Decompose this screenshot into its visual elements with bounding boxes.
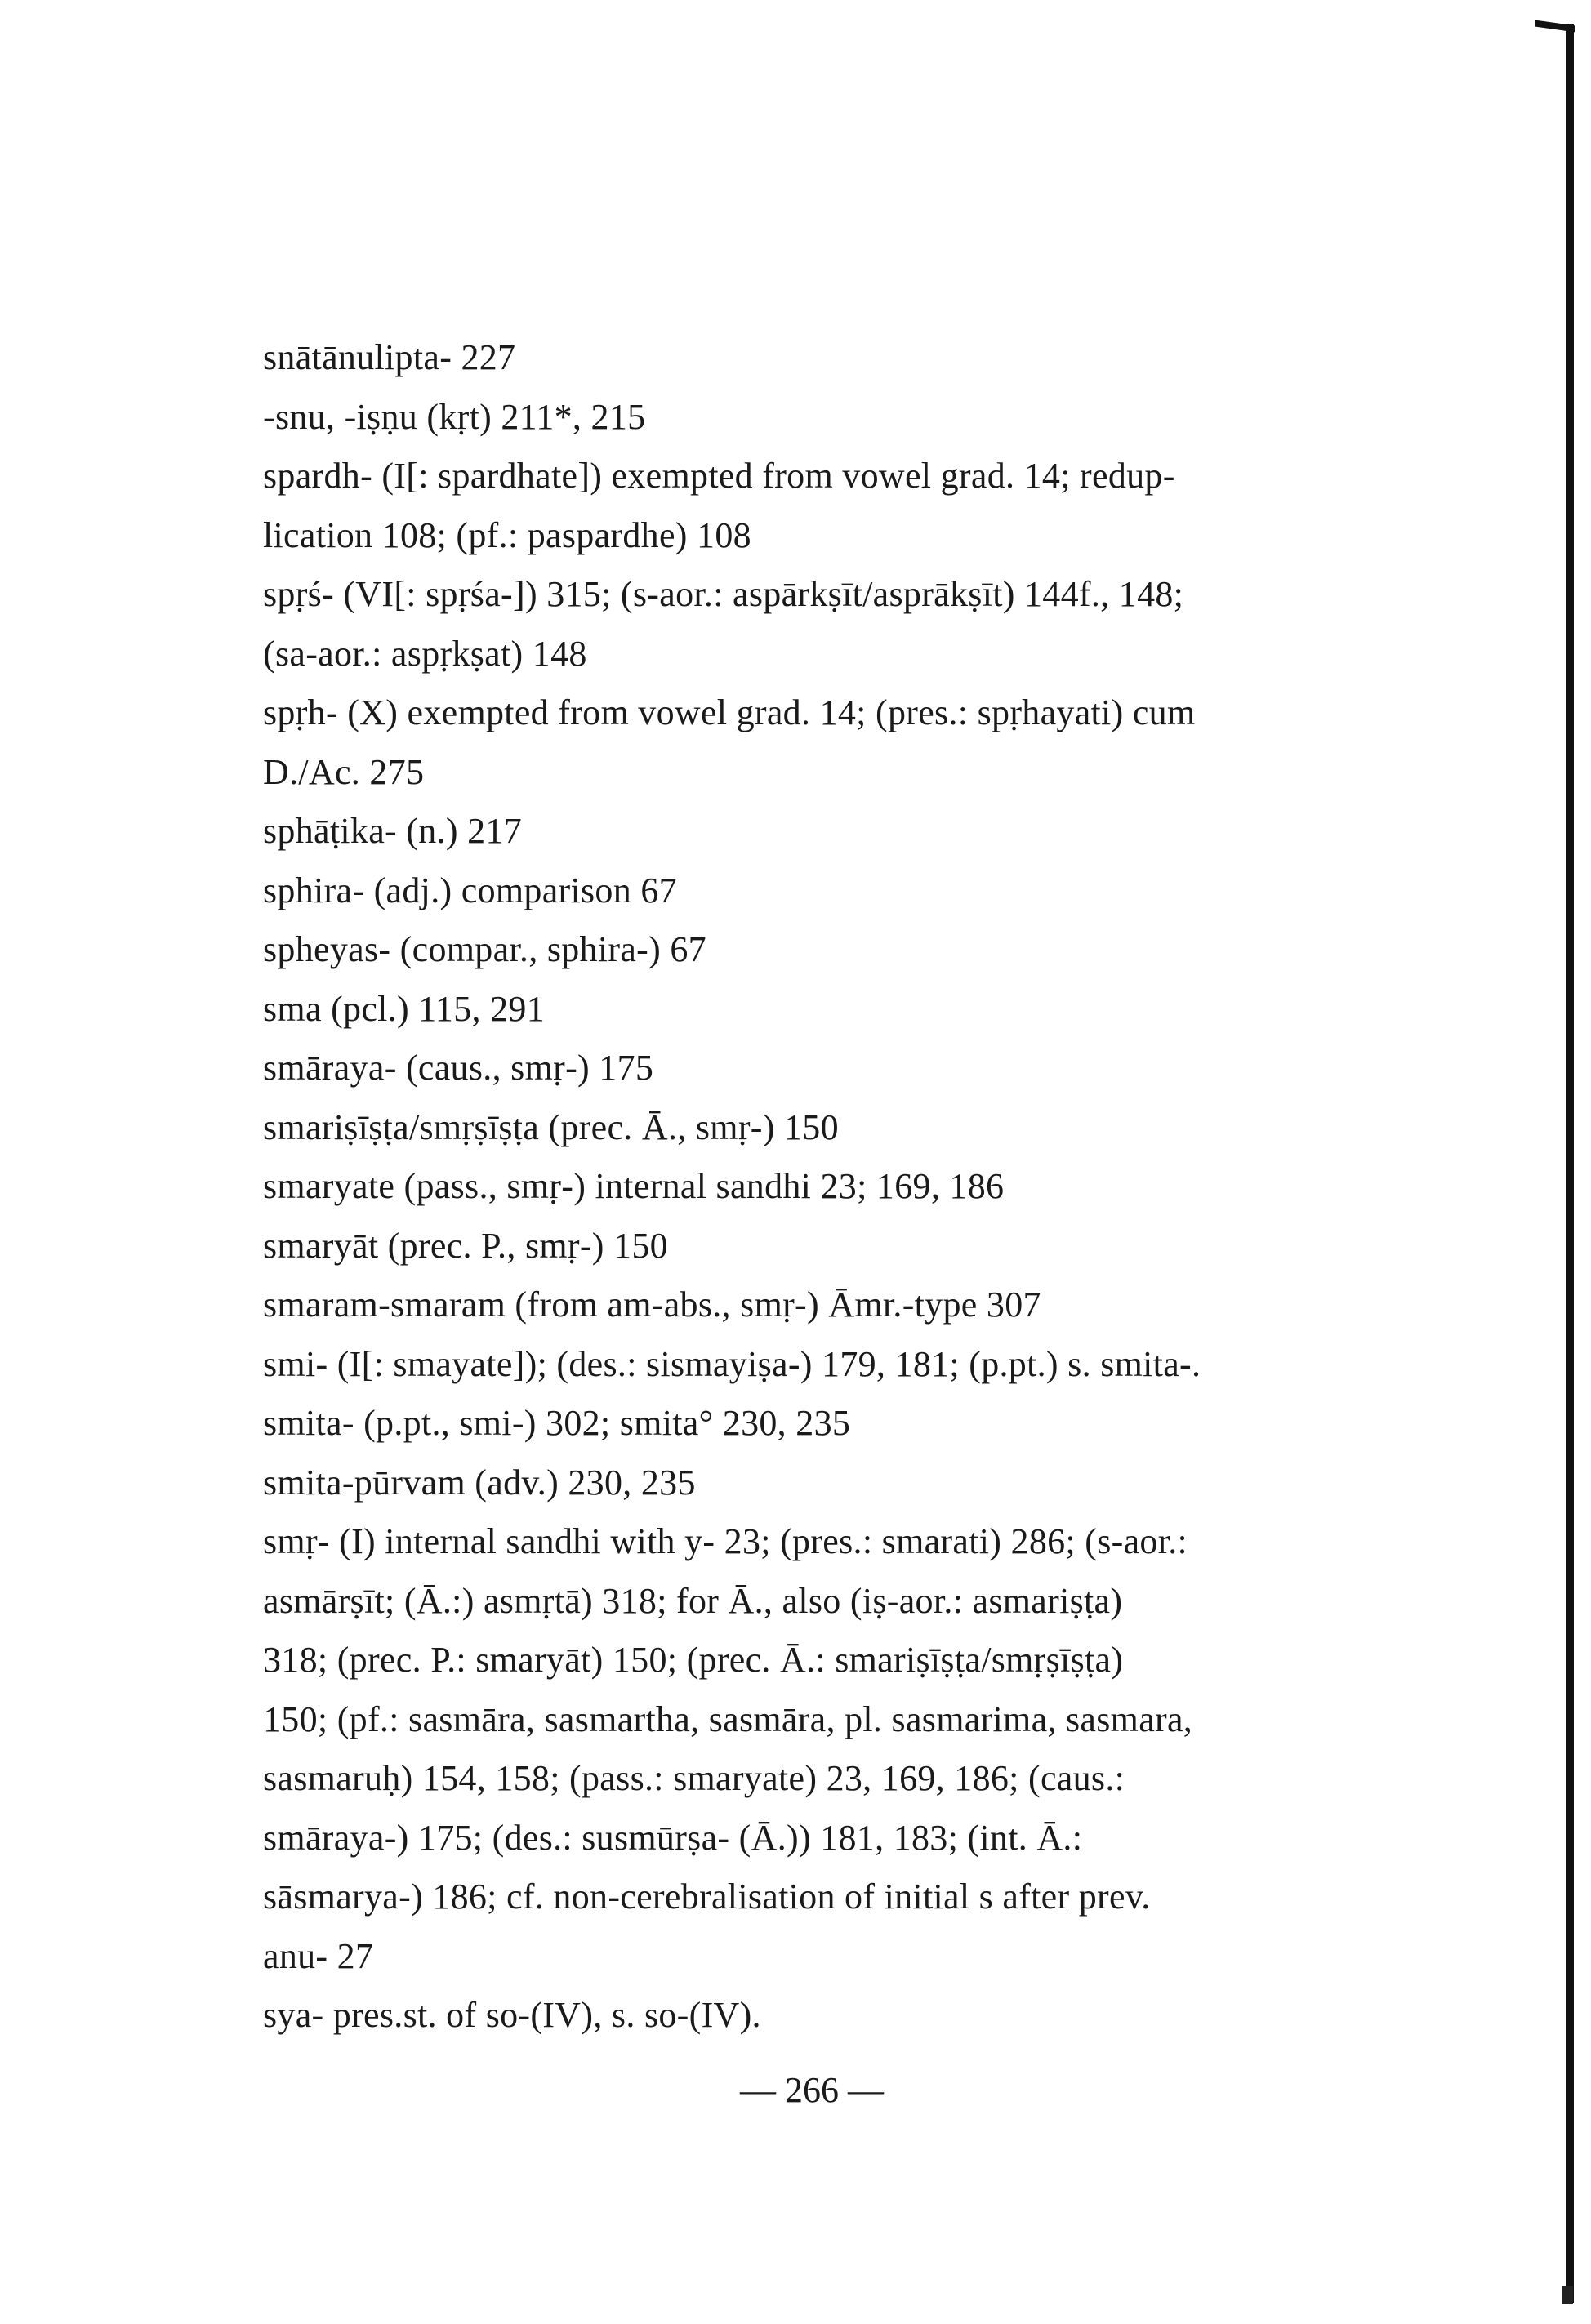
entry-line: sāsmarya-) 186; cf. non-cerebralisation of initial s after prev. xyxy=(263,1877,1151,1917)
entry-line: spardh- (I[: spardhate]) exempted from vowel grad. 14; redup- xyxy=(263,456,1175,496)
index-entries xyxy=(263,328,1357,2046)
index-entry xyxy=(263,1157,1357,1217)
entry-line: sma (pcl.) 115, 291 xyxy=(263,988,546,1029)
index-entry xyxy=(263,802,1357,861)
index-entry xyxy=(263,328,1357,388)
entry-line: spṛh- (X) exempted from vowel grad. 14; (pres.: spṛhayati) cum xyxy=(263,692,1196,732)
entry-line: sphira- (adj.) comparison 67 xyxy=(263,870,677,910)
entry-line: smaryāt (prec. P., smṛ-) 150 xyxy=(263,1225,668,1266)
index-entry xyxy=(263,1039,1357,1098)
index-entry xyxy=(263,1454,1357,1513)
entry-line: lication 108; (pf.: paspardhe) 108 xyxy=(263,514,751,555)
index-entry xyxy=(263,1217,1357,1276)
index-entry xyxy=(263,1512,1357,1986)
entry-line: smāraya-) 175; (des.: susmūrṣa- (Ā.)) 181, 183; (int. Ā.: xyxy=(263,1817,1083,1858)
entry-line: smita- (p.pt., smi-) 302; smita° 230, 235 xyxy=(263,1403,851,1443)
entry-line: smāraya- (caus., smṛ-) 175 xyxy=(263,1048,654,1088)
index-entry xyxy=(263,683,1357,802)
index-entry xyxy=(263,388,1357,447)
entry-line: (sa-aor.: aspṛkṣat) 148 xyxy=(263,633,587,674)
entry-line: D./Ac. 275 xyxy=(263,751,425,792)
index-entry xyxy=(263,980,1357,1040)
index-entry xyxy=(263,1098,1357,1158)
entry-line: snātānulipta- 227 xyxy=(263,337,516,377)
index-entry xyxy=(263,1986,1357,2046)
entry-line: smi- (I[: smayate]); (des.: sismayiṣa-) 179, 181; (p.pt.) s. smita-. xyxy=(263,1343,1201,1384)
entry-line: sya- pres.st. of so-(IV), s. so-(IV). xyxy=(263,1995,761,2035)
index-entry xyxy=(263,447,1357,565)
entry-line: 318; (prec. P.: smaryāt) 150; (prec. Ā.: smariṣīṣṭa/smṛṣīṣṭa) xyxy=(263,1640,1124,1680)
entry-line: -snu, -iṣṇu (kṛt) 211*, 215 xyxy=(263,396,646,437)
entry-line: smita-pūrvam (adv.) 230, 235 xyxy=(263,1462,696,1503)
entry-line: sphāṭika- (n.) 217 xyxy=(263,811,522,851)
entry-line: anu- 27 xyxy=(263,1935,374,1976)
entry-line: spheyas- (compar., sphira-) 67 xyxy=(263,929,706,969)
entry-line: smaryate (pass., smṛ-) internal sandhi 23; 169, 186 xyxy=(263,1166,1005,1206)
index-entry xyxy=(263,1394,1357,1454)
index-entry xyxy=(263,861,1357,921)
binding-edge-bar xyxy=(1566,24,1574,2303)
index-entry xyxy=(263,565,1357,683)
entry-line: 150; (pf.: sasmāra, sasmartha, sasmāra, pl. sasmarima, sasmara, xyxy=(263,1698,1193,1739)
entry-line: sasmaruḥ) 154, 158; (pass.: smaryate) 23, 169, 186; (caus.: xyxy=(263,1758,1125,1798)
entry-line: smariṣīṣṭa/smṛṣīṣṭa (prec. Ā., smṛ-) 150 xyxy=(263,1106,839,1147)
index-entry xyxy=(263,1335,1357,1395)
index-entry xyxy=(263,1276,1357,1335)
entry-line: smṛ- (I) internal sandhi with y- 23; (pres.: smarati) 286; (s-aor.: xyxy=(263,1521,1188,1561)
binding-edge-mark xyxy=(1562,2286,1573,2304)
page-number-text: — 266 — xyxy=(740,2070,884,2110)
entry-line: asmārṣīt; (Ā.:) asmṛtā) 318; for Ā., also (iṣ-aor.: asmariṣṭa) xyxy=(263,1580,1123,1621)
entry-line: spṛś- (VI[: spṛśa-]) 315; (s-aor.: aspārkṣīt/asprākṣīt) 144f., 148; xyxy=(263,574,1184,614)
index-entry xyxy=(263,920,1357,980)
page-number xyxy=(0,2066,1591,2115)
entry-line: smaram-smaram (from am-abs., smṛ-) Āmr.-type 307 xyxy=(263,1284,1041,1325)
